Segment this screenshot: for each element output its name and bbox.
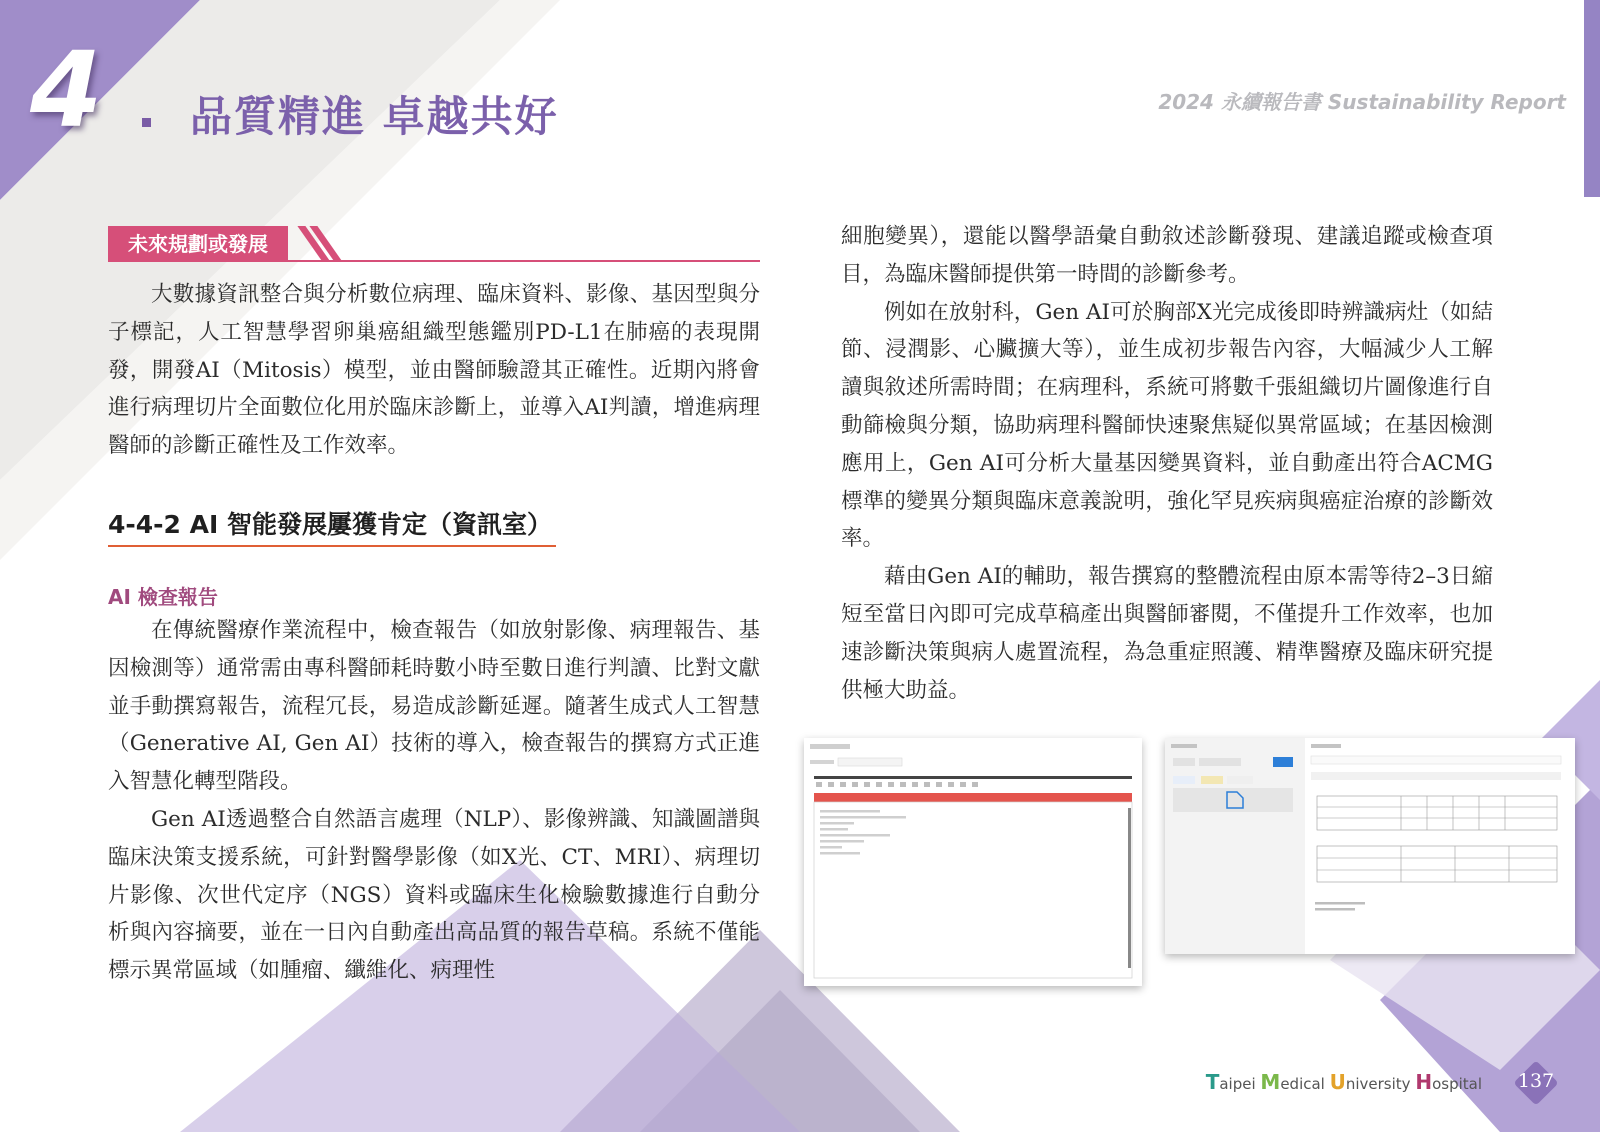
- paragraph: 藉由Gen AI的輔助，報告撰寫的整體流程由原本需等待2–3日縮短至當日內即可完成草稿產出與醫師審閱，不僅提升工作效率，也加速診斷決策與病人處置流程，為急重症照護、精準醫療及臨床研究提供極大助益。: [841, 564, 1493, 703]
- paragraph: 例如在放射科，Gen AI可於胸部X光完成後即時辨識病灶（如結節、浸潤影、心臟擴大等），並生成初步報告內容，大幅減少人工解讀與敘述所需時間；在病理科，系統可將數千張組織切片圖像進行自動篩檢與分類，協助病理科醫師快速聚焦疑似異常區域；在基因檢測應用上，Gen AI可分析大量基因變異資料，並自動產出符合ACMG標準的變異分類與臨床意義說明，強化罕見疾病與癌症治療的診斷效率。: [841, 299, 1493, 552]
- side-tab: [1584, 0, 1600, 197]
- paragraph: 細胞變異），還能以醫學語彙自動敘述診斷發現、建議追蹤或檢查項目，為臨床醫師提供第一時間的診斷參考。: [841, 224, 1493, 287]
- chapter-title: 品質精進 卓越共好: [190, 92, 559, 141]
- right-column: [841, 218, 1493, 709]
- hospital-logo-text: [1206, 1070, 1482, 1094]
- logo-word-part: edical: [1280, 1075, 1330, 1093]
- report-editor-image: [804, 738, 1142, 986]
- logo-word-part: ospital: [1432, 1075, 1482, 1093]
- logo-word-part: niversity: [1345, 1075, 1416, 1093]
- report-editor-screenshot: [804, 738, 1142, 986]
- section-subheading: 4-4-2 AI 智能發展屢獲肯定（資訊室）: [108, 505, 556, 547]
- report-title: 2024 永續報告書 Sustainability Report: [1158, 90, 1566, 114]
- chapter-dot: [142, 118, 151, 127]
- subsection-heading: AI 檢查報告: [108, 584, 218, 609]
- logo-letter-u: U: [1329, 1070, 1346, 1094]
- section-tag: 未來規劃或發展: [108, 226, 288, 262]
- chapter-number: 4: [30, 29, 103, 151]
- section-tag-underline: [108, 260, 760, 262]
- logo-letter-m: M: [1260, 1070, 1281, 1094]
- measurement-panel-screenshot: [1165, 738, 1575, 954]
- paragraph: Gen AI透過整合自然語言處理（NLP）、影像辨識、知識圖譜與臨床決策支援系統，可針對醫學影像（如X光、CT、MRI）、病理切片影像、次世代定序（NGS）資料或臨床生化檢驗數據進行自動分析與內容摘要，並在一日內自動產出高品質的報告草稿。系統不僅能標示異常區域（如腫瘤、纖維化、病理性: [108, 806, 760, 984]
- measurement-panel-image: [1165, 738, 1575, 954]
- section-tag-container: [108, 226, 760, 264]
- logo-word-part: aipei: [1219, 1075, 1261, 1093]
- paragraph: 在傳統醫療作業流程中，檢查報告（如放射影像、病理報告、基因檢測等）通常需由專科醫師耗時數小時至數日進行判讀、比對文獻並手動撰寫報告，流程冗長，易造成診斷延遲。隨著生成式人工智慧（Generative AI, Gen AI）技術的導入，檢查報告的撰寫方式正進入智慧化轉型階段。: [108, 617, 760, 795]
- page-number: 137: [1517, 1070, 1555, 1092]
- left-column: [108, 226, 760, 990]
- paragraph: 大數據資訊整合與分析數位病理、臨床資料、影像、基因型與分子標記，人工智慧學習卵巢癌組織型態鑑別PD-L1在肺癌的表現開發，開發AI（Mitosis）模型，並由醫師驗證其正確性。近期內將會進行病理切片全面數位化用於臨床診斷上，並導入AI判讀，增進病理醫師的診斷正確性及工作效率。: [108, 282, 760, 459]
- page-number-badge: [1513, 1060, 1559, 1106]
- logo-letter-t: T: [1205, 1070, 1220, 1094]
- logo-letter-h: H: [1415, 1070, 1433, 1094]
